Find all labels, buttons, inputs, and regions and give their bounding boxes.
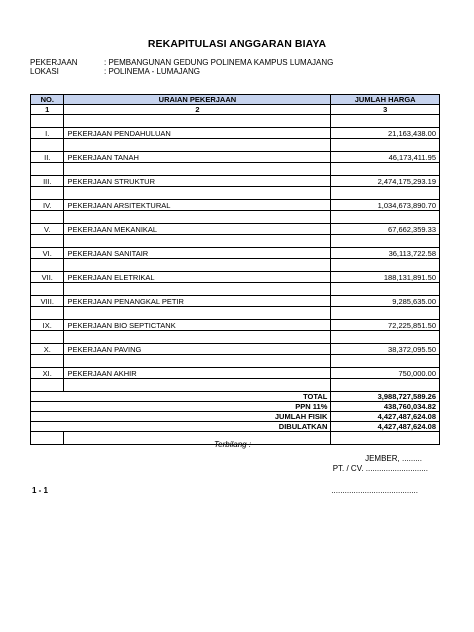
item-description: PEKERJAAN SANITAIR: [64, 248, 331, 259]
pekerjaan-label: PEKERJAAN: [30, 58, 78, 67]
summary-label: DIBULATKAN: [64, 422, 331, 432]
item-description: PEKERJAAN PAVING: [64, 344, 331, 355]
item-number: IV.: [31, 200, 64, 211]
spacer-cell: [331, 163, 440, 176]
spacer-cell: [31, 379, 64, 392]
header-uraian: URAIAN PEKERJAAN: [64, 95, 331, 105]
spacer-cell: [31, 211, 64, 224]
item-amount: 36,113,722.58: [331, 248, 440, 259]
spacer-cell: [331, 355, 440, 368]
item-description: PEKERJAAN ELETRIKAL: [64, 272, 331, 283]
spacer-cell: [31, 259, 64, 272]
header-jumlah: JUMLAH HARGA: [331, 95, 440, 105]
table-row: [31, 320, 440, 331]
spacer-cell: [64, 115, 331, 128]
item-amount: 72,225,851.50: [331, 320, 440, 331]
signature-line: .......................................: [331, 486, 418, 495]
item-amount: 9,285,635.00: [331, 296, 440, 307]
spacer-cell: [31, 307, 64, 320]
item-description: PEKERJAAN AKHIR: [64, 368, 331, 379]
item-amount: 750,000.00: [331, 368, 440, 379]
table-row: [31, 248, 440, 259]
spacer-cell: [64, 379, 331, 392]
spacer-row: [31, 139, 440, 152]
item-amount: 67,662,359.33: [331, 224, 440, 235]
summary-row: [31, 422, 440, 432]
spacer-cell: [331, 331, 440, 344]
item-amount: 1,034,673,890.70: [331, 200, 440, 211]
spacer-cell: [31, 283, 64, 296]
table-row: [31, 200, 440, 211]
spacer-cell: [64, 163, 331, 176]
spacer-cell: [31, 139, 64, 152]
item-amount: 188,131,891.50: [331, 272, 440, 283]
spacer-cell: [31, 331, 64, 344]
header-row: [31, 95, 440, 105]
spacer-cell: [31, 115, 64, 128]
pekerjaan-row: [30, 58, 333, 67]
item-description: PEKERJAAN TANAH: [64, 152, 331, 163]
item-description: PEKERJAAN BIO SEPTICTANK: [64, 320, 331, 331]
item-description: PEKERJAAN ARSITEKTURAL: [64, 200, 331, 211]
table-row: [31, 128, 440, 139]
table-row: [31, 368, 440, 379]
table-row: [31, 176, 440, 187]
table-row: [31, 272, 440, 283]
spacer-row: [31, 307, 440, 320]
table-row: [31, 344, 440, 355]
spacer-cell: [31, 432, 64, 445]
pekerjaan-value: : PEMBANGUNAN GEDUNG POLINEMA KAMPUS LUMAJANG: [104, 58, 334, 67]
item-number: V.: [31, 224, 64, 235]
item-amount: 46,173,411.95: [331, 152, 440, 163]
item-number: XI.: [31, 368, 64, 379]
spacer-row: [31, 211, 440, 224]
item-number: VI.: [31, 248, 64, 259]
lokasi-label: LOKASI: [30, 67, 59, 76]
spacer-cell: [31, 235, 64, 248]
spacer-cell: [331, 211, 440, 224]
terbilang-label: Terbilang :: [214, 440, 252, 449]
spacer-cell: [31, 187, 64, 200]
spacer-row: [31, 235, 440, 248]
item-description: PEKERJAAN PENANGKAL PETIR: [64, 296, 331, 307]
spacer-cell: [331, 187, 440, 200]
spacer-cell: [331, 139, 440, 152]
spacer-row: [31, 331, 440, 344]
summary-amount: 438,760,034.82: [331, 402, 440, 412]
spacer-cell: [331, 235, 440, 248]
item-number: VIII.: [31, 296, 64, 307]
item-description: PEKERJAAN STRUKTUR: [64, 176, 331, 187]
spacer-cell: [64, 283, 331, 296]
spacer-row: [31, 379, 440, 392]
spacer-cell: [64, 307, 331, 320]
table-row: [31, 224, 440, 235]
lokasi-value: : POLINEMA - LUMAJANG: [104, 67, 201, 76]
item-number: I.: [31, 128, 64, 139]
spacer-row: [31, 163, 440, 176]
place-date: JEMBER, .........: [365, 454, 422, 463]
spacer-cell: [64, 331, 331, 344]
item-number: III.: [31, 176, 64, 187]
summary-amount: 3,988,727,589.26: [331, 392, 440, 402]
summary-label: JUMLAH FISIK: [64, 412, 331, 422]
spacer-row: [31, 283, 440, 296]
spacer-cell: [331, 379, 440, 392]
spacer-cell: [64, 259, 331, 272]
spacer-cell: [64, 211, 331, 224]
spacer-cell: [64, 187, 331, 200]
spacer-row: [31, 259, 440, 272]
spacer-row: [31, 115, 440, 128]
item-number: IX.: [31, 320, 64, 331]
numbering-cell: 2: [64, 105, 331, 115]
item-description: PEKERJAAN PENDAHULUAN: [64, 128, 331, 139]
summary-label: TOTAL: [64, 392, 331, 402]
document-title: REKAPITULASI ANGGARAN BIAYA: [147, 38, 327, 50]
table-row: [31, 152, 440, 163]
spacer-cell: [331, 115, 440, 128]
numbering-cell: 1: [31, 105, 64, 115]
lokasi-row: [30, 67, 200, 76]
spacer-cell: [64, 235, 331, 248]
spacer-row: [31, 187, 440, 200]
summary-empty: [31, 422, 64, 432]
header-no: NO.: [31, 95, 64, 105]
summary-row: [31, 412, 440, 422]
spacer-cell: [64, 355, 331, 368]
spacer-cell: [331, 307, 440, 320]
numbering-row: [31, 105, 440, 115]
summary-amount: 4,427,487,624.08: [331, 422, 440, 432]
summary-amount: 4,427,487,624.08: [331, 412, 440, 422]
budget-table: [30, 94, 440, 445]
item-amount: 38,372,095.50: [331, 344, 440, 355]
summary-row: [31, 392, 440, 402]
spacer-cell: [31, 163, 64, 176]
spacer-cell: [64, 432, 331, 445]
spacer-cell: [331, 283, 440, 296]
spacer-cell: [31, 355, 64, 368]
summary-empty: [31, 392, 64, 402]
table-row: [31, 296, 440, 307]
page-number: 1 - 1: [32, 486, 49, 495]
item-number: X.: [31, 344, 64, 355]
spacer-row: [31, 355, 440, 368]
summary-empty: [31, 402, 64, 412]
item-number: II.: [31, 152, 64, 163]
summary-row: [31, 402, 440, 412]
spacer-cell: [331, 432, 440, 445]
summary-empty: [31, 412, 64, 422]
item-description: PEKERJAAN MEKANIKAL: [64, 224, 331, 235]
company-name: PT. / CV. ............................: [332, 464, 428, 473]
numbering-cell: 3: [331, 105, 440, 115]
item-number: VII.: [31, 272, 64, 283]
item-amount: 21,163,438.00: [331, 128, 440, 139]
spacer-cell: [331, 259, 440, 272]
item-amount: 2,474,175,293.19: [331, 176, 440, 187]
spacer-cell: [64, 139, 331, 152]
summary-label: PPN 11%: [64, 402, 331, 412]
